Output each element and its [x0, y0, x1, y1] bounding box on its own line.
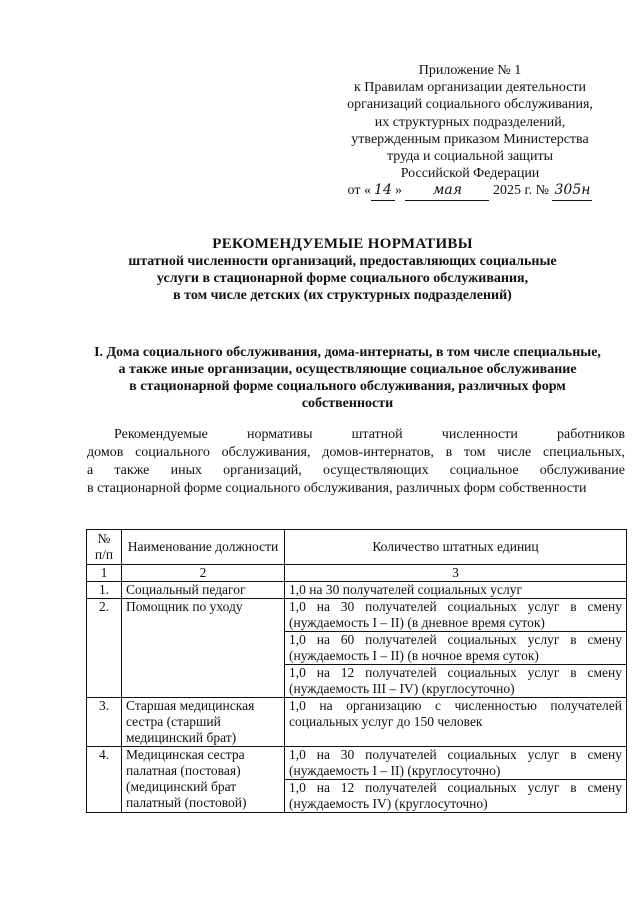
quantity-line: (нуждаемость III – IV) (круглосуточно): [289, 681, 515, 696]
word: получателей: [365, 665, 437, 680]
quantity-line: социальных услуг до 150 человек: [289, 714, 483, 729]
word: в: [570, 665, 577, 680]
word: получателей: [365, 599, 437, 614]
word: социальных: [447, 780, 517, 795]
word: нормативы: [246, 427, 313, 442]
word: домов-интернатов,: [322, 445, 434, 460]
position-name: [122, 698, 285, 747]
table-row: [87, 582, 627, 599]
date-year-label: 2025 г. №: [492, 183, 549, 199]
quantity-line: 1,0 на 30 получателей социальных услуг: [289, 582, 523, 597]
word: Рекомендуемые: [114, 427, 208, 442]
word: в: [570, 632, 577, 647]
position-name: Помощник по уходу: [122, 599, 285, 698]
word: на: [316, 632, 330, 647]
header-quantity: Количество штатных единиц: [285, 530, 627, 565]
word: 12: [340, 780, 355, 795]
table-body: [87, 582, 627, 813]
position-line: Старшая медицинская: [126, 698, 255, 713]
word: домов: [87, 445, 124, 460]
word: в: [445, 445, 453, 460]
word: обслуживание: [539, 463, 625, 478]
document-title: [60, 236, 625, 304]
date-close-quote: »: [394, 183, 402, 199]
intro-line: в стационарной форме социального обслуживания, различных форм собственности: [87, 481, 587, 496]
word: социальное: [449, 463, 519, 478]
word: социальных: [447, 665, 517, 680]
quantity-cell: [285, 599, 627, 632]
quantity-line: (нуждаемость I – II) (в дневное время суток): [289, 615, 545, 630]
word: услуг: [527, 632, 560, 647]
word: штатной: [351, 427, 403, 442]
word: организацию: [346, 698, 422, 713]
appendix-line: их структурных подразделений,: [374, 114, 566, 130]
quantity-cell: [285, 780, 627, 813]
position-line: палатная (постовая): [126, 763, 241, 778]
word: 1,0: [289, 599, 306, 614]
date-from-label: от «: [347, 183, 371, 199]
word: 1,0: [289, 780, 306, 795]
title-line: в том числе детских (их структурных подразделений): [173, 288, 512, 303]
row-number: 1.: [87, 582, 122, 599]
row-number: 2.: [87, 599, 122, 698]
word: 12: [340, 665, 355, 680]
intro-paragraph: [87, 426, 625, 498]
word: на: [316, 747, 330, 762]
word: социального: [135, 445, 210, 460]
word: на: [319, 698, 333, 713]
section-line: в стационарной форме социального обслуживания, различных форм: [129, 379, 566, 394]
word: также: [114, 463, 150, 478]
word: смену: [587, 747, 622, 762]
word: услуг: [527, 665, 560, 680]
word: социальных: [447, 632, 517, 647]
row-number: 4.: [87, 747, 122, 813]
word: услуг: [527, 599, 560, 614]
word: смену: [587, 780, 622, 795]
section-line: а также иные организации, осуществляющие социальное обслуживание: [118, 362, 577, 377]
intro-line: [87, 444, 625, 462]
word: в: [570, 599, 577, 614]
header-num: № п/п: [87, 530, 122, 565]
quantity-cell: [285, 582, 627, 599]
word: получателей: [365, 747, 437, 762]
word: том: [464, 445, 486, 460]
word: числе: [497, 445, 532, 460]
appendix-line: труда и социальной защиты: [387, 149, 553, 165]
word: 1,0: [289, 632, 306, 647]
date-month: мая: [405, 182, 489, 200]
word: численности: [441, 427, 518, 442]
quantity-cell: [285, 747, 627, 780]
word: численностью: [454, 698, 537, 713]
quantity-line: (нуждаемость I – II) (круглосуточно): [289, 763, 501, 778]
appendix-line: к Правилам организации деятельности: [353, 80, 587, 96]
date-day: 14: [371, 182, 395, 200]
position-line: (медицинский брат: [126, 779, 237, 794]
row-number: 3.: [87, 698, 122, 747]
word: обслуживания,: [221, 445, 311, 460]
word: смену: [587, 665, 622, 680]
intro-line: [87, 462, 625, 480]
word: услуг: [527, 747, 560, 762]
position-line: Медицинская сестра: [126, 747, 245, 762]
col-number: 2: [122, 565, 285, 582]
col-number: 1: [87, 565, 122, 582]
word: услуг: [527, 780, 560, 795]
word: получателей: [550, 698, 622, 713]
col-number: 3: [285, 565, 627, 582]
word: работников: [557, 427, 625, 442]
word: специальных,: [542, 445, 625, 460]
title-line: услуги в стационарной форме социального обслуживания,: [156, 271, 529, 286]
position-line: медицинский брат): [126, 730, 237, 745]
table-row: [87, 747, 627, 780]
quantity-line: [289, 599, 622, 615]
word: получателей: [365, 780, 437, 795]
appendix-line: утвержденным приказом Министерства: [351, 131, 589, 147]
word: социальных: [447, 599, 517, 614]
header-position: Наименование должности: [122, 530, 285, 565]
intro-line: [87, 426, 625, 444]
table-header-row: [87, 530, 627, 565]
position-name: [122, 747, 285, 813]
word: осуществляющих: [322, 463, 429, 478]
appendix-line: Российской Федерации: [400, 166, 540, 182]
section-heading: [70, 344, 625, 412]
word: 30: [340, 599, 355, 614]
quantity-line: [289, 747, 622, 763]
position-line: палатный (постовой): [126, 795, 247, 810]
word: иных: [170, 463, 202, 478]
word: на: [316, 599, 330, 614]
title-main: РЕКОМЕНДУЕМЫЕ НОРМАТИВЫ: [212, 236, 473, 252]
staffing-table: [86, 529, 627, 813]
quantity-line: (нуждаемость IV) (круглосуточно): [289, 796, 488, 811]
word: в: [570, 780, 577, 795]
position-name: Социальный педагог: [122, 582, 285, 599]
order-number: 305н: [552, 182, 592, 200]
word: 60: [340, 632, 355, 647]
word: на: [316, 780, 330, 795]
column-number-row: [87, 565, 627, 582]
quantity-line: [289, 698, 622, 714]
word: получателей: [365, 632, 437, 647]
appendix-line: Приложение № 1: [418, 63, 522, 78]
table-row: [87, 599, 627, 632]
word: 1,0: [289, 665, 306, 680]
quantity-line: [289, 632, 622, 648]
word: смену: [587, 632, 622, 647]
word: организаций,: [223, 463, 302, 478]
word: с: [434, 698, 441, 713]
order-date-line: [320, 182, 620, 200]
word: 30: [340, 747, 355, 762]
word: на: [316, 665, 330, 680]
title-line: штатной численности организаций, предоставляющих социальные: [128, 254, 557, 269]
section-line: собственности: [301, 396, 394, 411]
quantity-line: [289, 780, 622, 796]
quantity-line: (нуждаемость I – II) (в ночное время суток): [289, 648, 539, 663]
word: а: [87, 463, 94, 478]
quantity-cell: [285, 698, 627, 747]
word: 1,0: [289, 698, 306, 713]
quantity-cell: [285, 665, 627, 698]
word: 1,0: [289, 747, 306, 762]
appendix-line: организаций социального обслуживания,: [347, 97, 593, 113]
quantity-line: [289, 665, 622, 681]
word: социальных: [447, 747, 517, 762]
table-row: [87, 698, 627, 747]
word: смену: [587, 599, 622, 614]
quantity-cell: [285, 632, 627, 665]
word: в: [570, 747, 577, 762]
section-line: I. Дома социального обслуживания, дома-интернаты, в том числе специальные,: [94, 345, 601, 360]
appendix-header: [320, 62, 620, 201]
position-line: сестра (старший: [126, 714, 221, 729]
